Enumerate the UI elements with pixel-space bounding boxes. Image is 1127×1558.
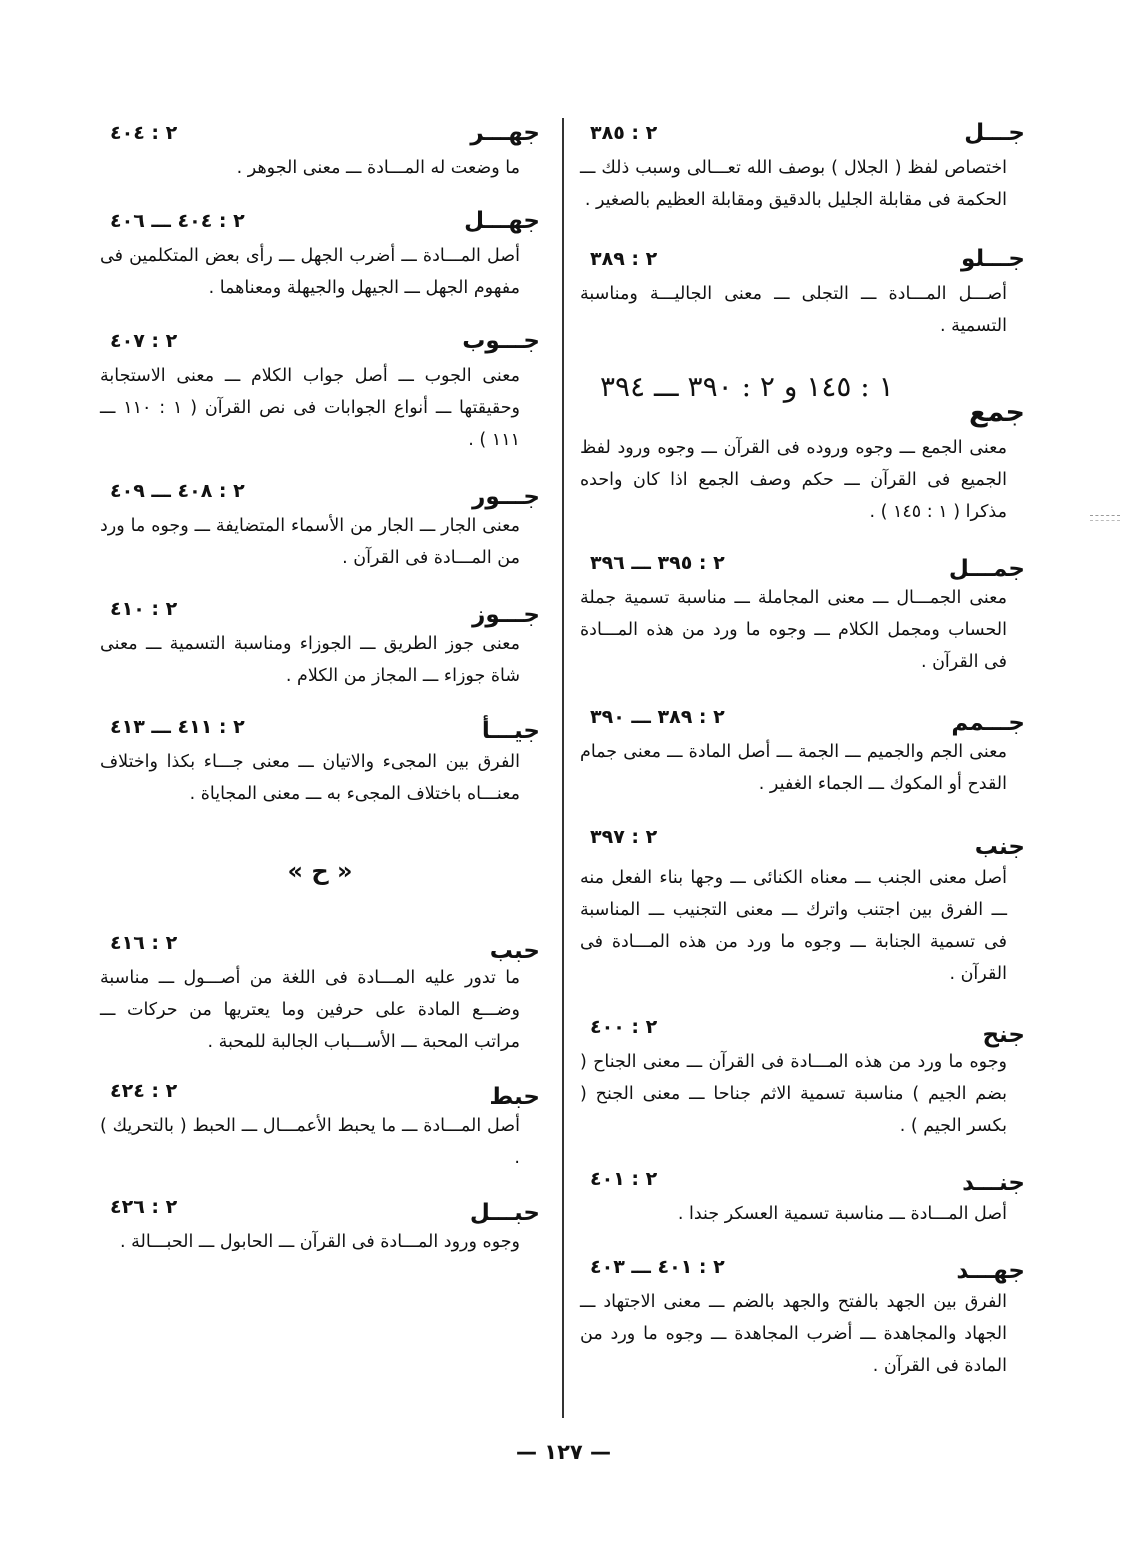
entry-jwb [100, 326, 540, 456]
entry-body: معنى جوز الطريق ـــ الجوزاء ومناسبة التسمية ـــ معنى شاة جوزاء ـــ المجاز من الكلام . [100, 634, 520, 686]
headword: جـــلو [961, 246, 1025, 272]
headword: حبـــل [469, 1200, 540, 1226]
entry-jm3 [580, 370, 1025, 528]
entry-jmm [580, 702, 1025, 800]
headword: جنح [982, 1022, 1025, 1048]
entry-body: اختصاص لفظ ( الجلال ) بوصف الله تعـــالى وسبب ذلك ـــ الحكمة فى مقابلة الجليل بالدقيق ومقابلة العظيم بالصغير . [580, 158, 1007, 210]
entry-head [580, 1012, 1025, 1046]
entry-head [100, 326, 540, 360]
headword: حبب [489, 938, 540, 964]
headword: حبط [489, 1084, 540, 1110]
section-heading-ha: « ح » [287, 857, 353, 885]
headword: جمـــل [948, 556, 1025, 582]
volume-page-ref: ١ : ١٤٥ و ٢ : ٣٩٠ ـــ ٣٩٤ [600, 370, 894, 403]
entry-head [580, 1164, 1025, 1198]
entry-head [100, 928, 540, 962]
volume-page-ref: ٢ : ٣٩٧ [590, 826, 658, 848]
headword: جنب [974, 834, 1025, 860]
headword: جمع [968, 397, 1025, 428]
entry-head [100, 476, 540, 510]
entry-head [100, 206, 540, 240]
volume-page-ref: ٢ : ٣٨٩ [590, 248, 658, 270]
entry-head [580, 370, 1025, 432]
headword: جـــوب [462, 328, 540, 354]
volume-page-ref: ٢ : ٤١٠ [110, 598, 178, 620]
entry-head [100, 594, 540, 628]
headword: جهـــد [956, 1258, 1025, 1284]
volume-page-ref: ٢ : ٤٠٤ [110, 122, 178, 144]
entry-jhr [100, 118, 540, 184]
entry-body: معنى الجمـــال ـــ معنى المجاملة ـــ مناسبة تسمية جملة الحساب ومجمل الكلام ـــ وجوه ما ورد من هذه المـــادة فى القرآن . [580, 588, 1007, 672]
entry-head [580, 822, 1025, 862]
entry-head [100, 118, 540, 152]
headword: جـــور [472, 484, 540, 510]
entry-head [100, 1076, 540, 1110]
entry-hbl [100, 1192, 540, 1258]
margin-scan-mark [1090, 515, 1120, 521]
entry-head [580, 118, 1025, 152]
volume-page-ref: ٢ : ٤٠٨ ـــ ٤٠٩ [110, 480, 245, 502]
entry-jwz [100, 594, 540, 692]
entry-head [580, 548, 1025, 582]
entry-jwr [100, 476, 540, 574]
entry-jy2 [100, 712, 540, 810]
entry-jnh [580, 1012, 1025, 1142]
entry-body: أصل معنى الجنب ـــ معناه الكنائى ـــ وجها بناء الفعل منه ـــ الفرق بين اجتنب واترك ـــ معنى التجنيب ـــ المناسبة فى تسمية الجنابة ـــ وجوه ما ورد من هذه المـــادة فى القرآن . [580, 868, 1007, 984]
volume-page-ref: ٢ : ٤٢٦ [110, 1196, 178, 1218]
entry-head [100, 1192, 540, 1226]
entry-body: أصل المـــادة ـــ مناسبة تسمية العسكر جندا . [677, 1204, 1007, 1224]
entry-body: أصل المـــادة ـــ أضرب الجهل ـــ رأى بعض المتكلمين فى مفهوم الجهل ـــ الجيهل والجيهلة ومعناهما . [100, 246, 520, 298]
headword: جـــوز [472, 602, 540, 628]
entry-jhd [580, 1252, 1025, 1382]
entry-jll [580, 118, 1025, 216]
entry-body: وجوه ما ورد من هذه المـــادة فى القرآن ـــ معنى الجناح ( بضم الجيم ) مناسبة تسمية الاثم جناحا ـــ معنى الجنح ( بكسر الجيم ) . [580, 1052, 1007, 1136]
headword: جهـــر [470, 120, 540, 146]
entry-head [100, 712, 540, 746]
headword: جـــمم [951, 710, 1025, 736]
entry-jml [580, 548, 1025, 678]
volume-page-ref: ٢ : ٣٩٥ ـــ ٣٩٦ [590, 552, 725, 574]
volume-page-ref: ٢ : ٤١١ ـــ ٤١٣ [110, 716, 245, 738]
entry-body: ما وضعت له المـــادة ـــ معنى الجوهر . [236, 158, 520, 178]
left-column [100, 112, 540, 1258]
headword: جهـــل [464, 208, 540, 234]
entry-body: ما تدور عليه المـــادة فى اللغة من أصـــول ـــ مناسبة وضـــع المادة على حرفين وما يعتريها من حركات ـــ مراتب المحبة ـــ الأســـباب الجالبة للمحبة . [100, 968, 520, 1052]
page-number: — ١٢٧ — [515, 1440, 612, 1464]
column-divider [562, 118, 564, 1418]
volume-page-ref: ٢ : ٤١٦ [110, 932, 178, 954]
entry-body: وجوه ورود المـــادة فى القرآن ـــ الحابول ـــ الحبـــالة . [119, 1232, 520, 1252]
volume-page-ref: ٢ : ٤٢٤ [110, 1080, 178, 1102]
entry-body: أصـــل المـــادة ـــ التجلى ـــ معنى الجاليـــة ومناسبة التسمية . [580, 284, 1007, 336]
volume-page-ref: ٢ : ٤٠٤ ـــ ٤٠٦ [110, 210, 245, 232]
volume-page-ref: ٢ : ٤٠١ ـــ ٤٠٣ [590, 1256, 725, 1278]
entry-jnb [580, 822, 1025, 990]
volume-page-ref: ٢ : ٤٠٠ [590, 1016, 658, 1038]
volume-page-ref: ٢ : ٣٨٩ ـــ ٣٩٠ [590, 706, 725, 728]
headword: جيـــأ [481, 718, 540, 744]
headword: جـــل [964, 120, 1025, 146]
entry-body: الفرق بين الجهد بالفتح والجهد بالضم ـــ معنى الاجتهاد ـــ الجهاد والمجاهدة ـــ أضرب المجاهدة ـــ وجوه ما ورد من المادة فى القرآن . [580, 1292, 1007, 1376]
entry-body: معنى الجوب ـــ أصل جواب الكلام ـــ معنى الاستجابة وحقيقتها ـــ أنواع الجوابات فى نص القرآن ( ١ : ١١٠ ـــ ١١١ ) . [100, 366, 520, 450]
entry-head [580, 702, 1025, 736]
entry-jnd [580, 1164, 1025, 1230]
volume-page-ref: ٢ : ٤٠٧ [110, 330, 178, 352]
entry-hbt [100, 1076, 540, 1174]
entry-hbb [100, 928, 540, 1058]
right-column [580, 112, 1025, 1382]
entry-jlw [580, 244, 1025, 342]
headword: جنـــد [962, 1170, 1025, 1196]
entry-body: أصل المـــادة ـــ ما يحبط الأعمـــال ـــ الحبط ( بالتحريك ) . [100, 1116, 520, 1168]
volume-page-ref: ٢ : ٤٠١ [590, 1168, 658, 1190]
volume-page-ref: ٢ : ٣٨٥ [590, 122, 658, 144]
entry-body: معنى الجمع ـــ وجوه وروده فى القرآن ـــ وجوه ورود لفظ الجميع فى القرآن ـــ حكم وصف الجمع اذا كان واحده مذكرا ( ١ : ١٤٥ ) . [580, 438, 1007, 522]
entry-body: الفرق بين المجىء والاتيان ـــ معنى جـــاء بكذا واختلاف معنـــاه باختلاف المجىء به ـــ معنى المجاياة . [100, 752, 520, 804]
entry-head [580, 244, 1025, 278]
entry-body: معنى الجم والجميم ـــ الجمة ـــ أصل المادة ـــ معنى جمام القدح أو المكوك ـــ الجماء الغفير . [580, 742, 1007, 794]
entry-head [580, 1252, 1025, 1286]
entry-jhl [100, 206, 540, 304]
entry-body: معنى الجار ـــ الجار من الأسماء المتضايفة ـــ وجوه ما ورد من المـــادة فى القرآن . [100, 516, 520, 568]
